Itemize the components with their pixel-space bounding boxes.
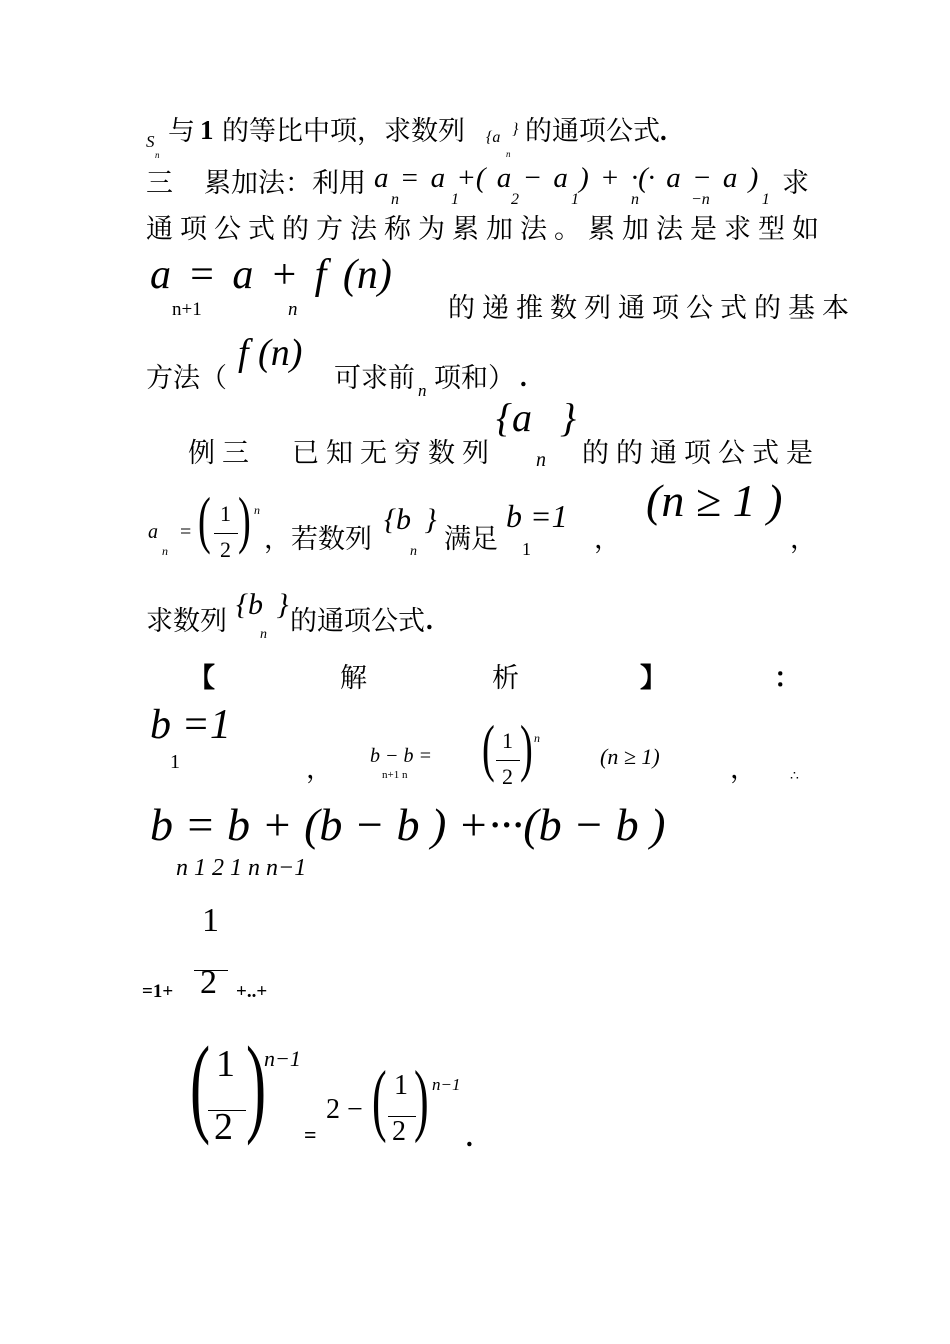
fraction-denominator: 2 — [392, 1116, 406, 1147]
text-line5-b: 可求前 — [334, 363, 415, 394]
text-line8-a: 求数列 — [146, 606, 227, 637]
text-line3: 通项公式的方法称为累加法。累加法是求型如 — [146, 214, 826, 245]
cumulative-sum-formula: a = a +( a − a ) + ·(· a − a ) — [374, 162, 759, 194]
b1-equals-1: b =1 — [150, 702, 231, 748]
fraction-numerator: 1 — [394, 1070, 408, 1101]
sequence-a-set-sub: n — [536, 449, 546, 471]
text-line1-a: 与 — [168, 116, 195, 147]
solution-label-xi: 析 — [492, 663, 519, 694]
a-n-subscript: n — [162, 544, 168, 558]
right-paren: ) — [238, 484, 251, 555]
text-line2-tail: 求 — [782, 168, 809, 199]
right-paren: ) — [520, 712, 533, 783]
n-symbol: n — [418, 381, 427, 400]
fraction-numerator: 1 — [502, 728, 513, 753]
text-line6-a: 已知无穷数列 — [292, 438, 496, 469]
colon: ： — [774, 663, 801, 694]
section-heading: 累加法：利用 — [204, 168, 366, 199]
text-line7-a: ，若数列 — [264, 524, 372, 555]
fraction-numerator: 1 — [202, 902, 219, 939]
comma: ， — [730, 754, 757, 785]
left-paren: ( — [198, 484, 211, 555]
sequence-b-sub: n — [260, 627, 267, 642]
sum-lhs: =1+ — [142, 981, 174, 1002]
telescoping-sum: b = b + (b − b ) +···(b − b ) — [150, 799, 666, 850]
condition-n-ge-1-small: (n ≥ 1) — [600, 744, 660, 769]
right-paren: ) — [414, 1056, 429, 1144]
equals-sign: = — [180, 521, 192, 543]
section-number: 三 — [146, 168, 173, 199]
f-of-n: f (n) — [238, 332, 303, 374]
text-line5-a: 方法（ — [146, 363, 227, 394]
sequence-a-brace: {a — [486, 129, 501, 146]
condition-n-ge-1: (n ≥ 1 ) — [646, 475, 783, 526]
text-line4: 的递推数列通项公式的基本 — [448, 293, 856, 324]
telescoping-subscripts: n 1 2 1 n n−1 — [176, 855, 307, 881]
fraction-denominator: 2 — [502, 764, 513, 789]
equals-sign: = — [304, 1122, 317, 1147]
difference-formula: b − b = — [370, 745, 432, 767]
exponent-n: n — [534, 731, 540, 745]
comma: ， — [594, 524, 621, 555]
right-paren: ) — [246, 1024, 267, 1146]
text-line7-b: 满足 — [444, 524, 498, 555]
cumulative-sum-subscripts: n 1 2 1 n −n 1 — [391, 191, 770, 208]
therefore-symbol: ∴ — [790, 769, 799, 784]
fraction-bar — [214, 533, 238, 534]
period: . — [520, 362, 527, 392]
left-paren: ( — [190, 1024, 211, 1146]
sequence-a-brace-close: } — [512, 121, 519, 138]
sequence-a-subscript: n — [506, 149, 511, 159]
fraction-denominator: 2 — [200, 964, 217, 1001]
sequence-b-set: {b } — [384, 503, 437, 536]
fraction-denominator: 2 — [220, 537, 231, 562]
left-paren: ( — [482, 712, 495, 783]
fraction-numerator: 1 — [216, 1043, 235, 1085]
period: . — [660, 116, 667, 146]
text-line1-b: 的等比中项，求数列 — [222, 116, 465, 147]
solution-label-jie: 解 — [340, 663, 367, 694]
comma: ， — [306, 754, 333, 785]
text-line6-b: 的的通项公式是 — [582, 438, 820, 469]
fraction-bar — [496, 760, 520, 761]
period: . — [466, 1122, 473, 1152]
s-symbol: S — [146, 132, 155, 151]
fraction-denominator: 2 — [214, 1106, 233, 1148]
difference-subscripts: n+1 n — [382, 769, 408, 781]
comma: ， — [790, 524, 817, 555]
left-paren: ( — [372, 1056, 387, 1144]
sequence-a-set: {a } — [496, 395, 576, 440]
exponent-n-minus-1: n−1 — [432, 1075, 461, 1094]
exponent-n-minus-1: n−1 — [264, 1046, 301, 1071]
period: . — [426, 605, 433, 635]
bracket-open: 【 — [188, 663, 215, 694]
text-line8-b: 的通项公式 — [290, 606, 425, 637]
number-one: 1 — [200, 115, 214, 145]
result-two-minus: 2 − — [326, 1094, 363, 1125]
a-n-symbol: a — [148, 521, 158, 543]
recurrence-sub-n: n — [288, 299, 298, 320]
recurrence-formula: a = a + f (n) — [150, 252, 392, 298]
fraction-numerator: 1 — [220, 501, 231, 526]
sum-ellipsis: +..+ — [236, 981, 268, 1002]
example-label: 例三 — [188, 438, 256, 469]
sequence-b-set: {b } — [236, 588, 289, 621]
recurrence-sub-n1: n+1 — [172, 299, 202, 320]
initial-b1-sub: 1 — [522, 539, 531, 559]
s-subscript: n — [155, 150, 160, 160]
exponent-n: n — [254, 503, 260, 517]
initial-b1: b =1 — [506, 498, 568, 534]
b1-subscript: 1 — [170, 751, 180, 773]
bracket-close: 】 — [640, 663, 667, 694]
sequence-b-sub: n — [410, 544, 417, 559]
text-line1-c: 的通项公式 — [525, 116, 660, 147]
text-line5-c: 项和） — [434, 363, 515, 394]
